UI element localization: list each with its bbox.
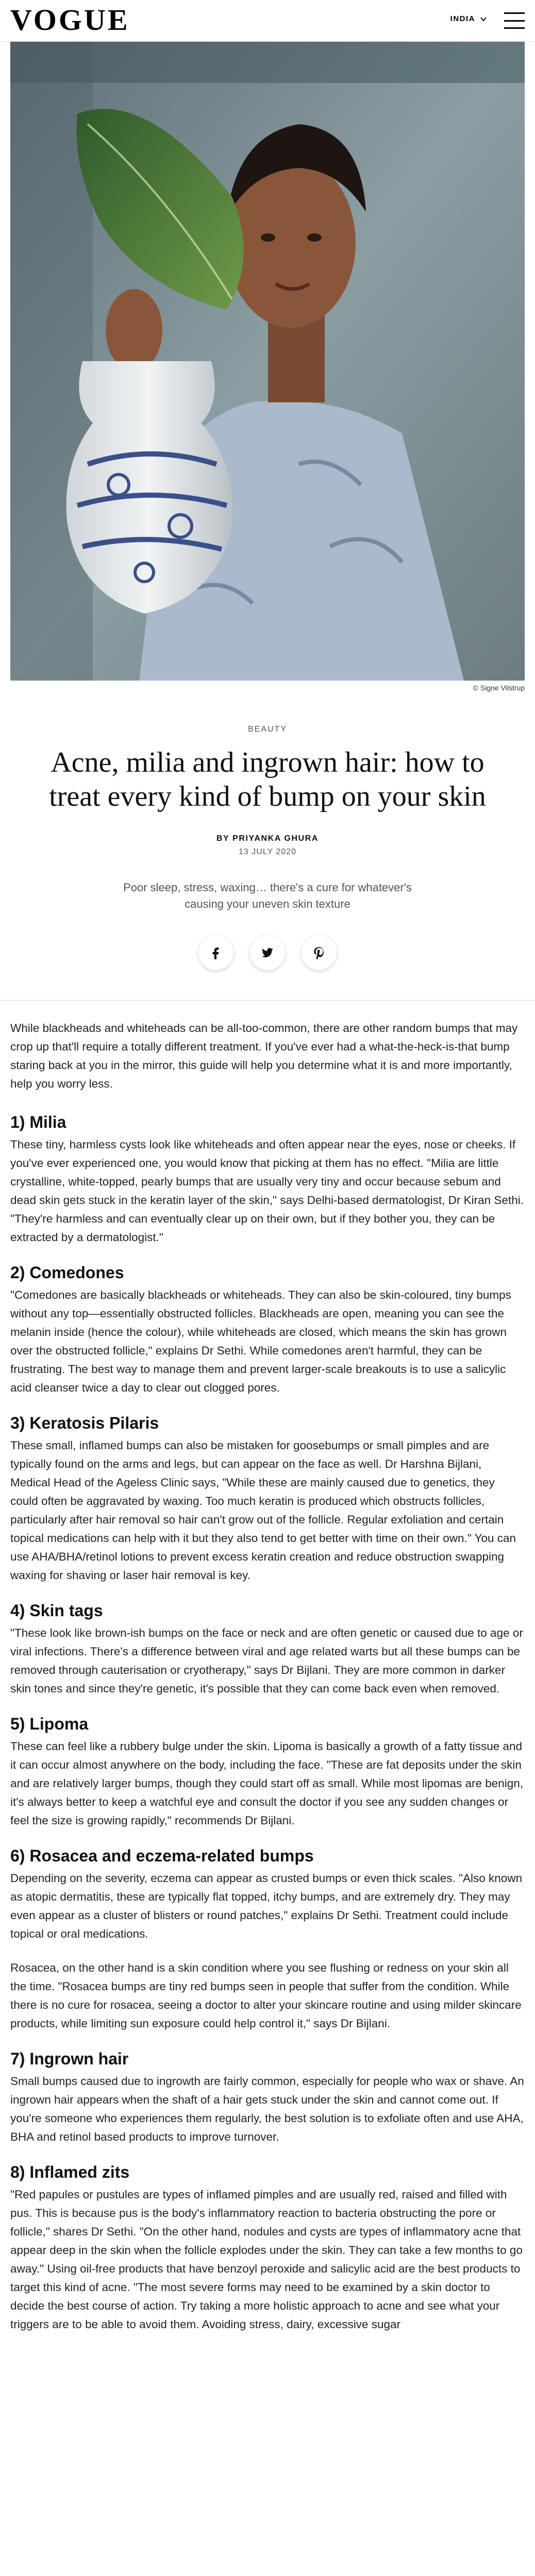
article-dek: Poor sleep, stress, waxing… there's a cure for whatever's causing your uneven skin texture [123,881,412,910]
vogue-logo[interactable]: VOGUE [10,3,130,37]
intro-paragraph: While blackheads and whiteheads can be all-too-common, there are other random bumps that may crop up that'll require a totally different treatment. If you've ever had a what-the-heck-is-that bump staring back at you in the mirror, this guide will help you determine what it is and more importantly, help you worry less. [10,1022,518,1090]
section-keratosis-pilaris [10,1413,525,1585]
site-header [0,0,535,42]
section-paragraph: "These look like brown-ish bumps on the face or neck and are often genetic or caused due to age or viral infections. There's a difference between viral and age related warts but all these bumps can be removed through cauterisation or cryotherapy," says Dr Bijlani. They are more common in darker skin tones and since they're genetic, it's possible that they can come back even when removed. [10,1626,523,1695]
publish-date: 13 JULY 2020 [239,848,296,856]
section-inflamed-zits [10,2162,525,2334]
section-comedones [10,1262,525,1397]
facebook-icon [209,946,223,959]
section-heading: 3) Keratosis Pilaris [10,1414,159,1432]
author-byline[interactable]: BY PRIYANKA GHURA [216,834,319,843]
section-rosacea-eczema [10,1845,525,2033]
edition-selector[interactable] [450,14,488,23]
photo-credit: © Signe Vilstrup [473,684,525,692]
section-paragraph: These can feel like a rubbery bulge under the skin. Lipoma is basically a growth of a fatty tissue and it can occur almost anywhere on the body, including the face. "These are fat deposits under the skin and are relatively larger bumps, though they could start off as small. While most lipomas are benign, it's always better to keep a watchful eye and consult the doctor if you see any sudden changes or feel the size is growing rapidly," recommends Dr Bijlani. [10,1740,524,1827]
hero-photo-illustration [10,42,525,681]
section-paragraph: "Red papules or pustules are types of inflamed pimples and are usually red, raised and filled with pus. This is because pus is the body's inflammatory reaction to bacteria obstructing the pore or follicle," shares Dr Sethi. "On the other hand, nodules and cysts are types of inflammatory acne that appear deep in the skin when the follicle explodes under the skin. They can take a few months to go away." Using oil-free products that have benzoyl peroxide and salicylic acid are the best products to target this kind of acne. "The most severe forms may need to be examined by a skin doctor to decide the best course of action. Try taking a more holistic approach to acne and see what your triggers are to be able to avoid them. Avoiding stress, dairy, excessive sugar [10,2188,523,2331]
section-paragraph: "Comedones are basically blackheads or whiteheads. They can also be skin-coloured, tiny bumps without any top—essentially obstructed follicles. Blackheads are open, meaning you can see the melanin inside (hence the colour), while whiteheads are closed, which means the skin has grown over the obstructed follicle," explains Dr Sethi. While comedones aren't harmful, they can be frustrating. The best way to manage them and prevent larger-scale breakouts is to use a salicylic acid cleanser twice a day to clear out clogged pores. [10,1289,511,1394]
section-heading: 1) Milia [10,1113,66,1131]
edition-label: INDIA [450,14,475,23]
section-skin-tags [10,1600,525,1698]
twitter-share-button[interactable] [250,935,285,970]
section-heading: 2) Comedones [10,1263,124,1282]
section-paragraph: These small, inflamed bumps can also be mistaken for goosebumps or small pimples and are typically found on the arms and legs, but can appear on the face as well. Dr Harshna Bijlani, Medical Head of the Ageless Clinic says, "While these are mainly caused due to genetics, they could often be aggravated by waxing. Too much keratin is produced which obstructs follicles, particularly after hair removal so hair can't grow out of the follicle. Regular exfoliation and certain topical medications can help with it but they also tend to get better with time on their own." You can use AHA/BHA/retinol lotions to prevent excess keratin creation and reduce obstruction swapping waxing for shaving or laser hair removal is key. [10,1439,516,1582]
article-body [0,1001,535,2334]
hero-image [10,42,525,681]
category-label[interactable]: BEAUTY [247,725,287,734]
section-paragraph: These tiny, harmless cysts look like whiteheads and often appear near the eyes, nose or cheeks. If you've ever experienced one, you would know that picking at them has no effect. "Milia are little crystalline, white-topped, pearly bumps that are usually very tiny and occur because sebum and dead skin gets stuck in the keratin layer of the skin," says Delhi-based dermatologist, Dr Kiran Sethi. "They're harmless and can eventually clear up on their own, but if they bother you, they can be extracted by a dermatologist." [10,1138,524,1244]
section-heading: 4) Skin tags [10,1601,103,1620]
chevron-down-icon [479,15,488,23]
section-ingrown-hair [10,2048,525,2146]
section-lipoma [10,1714,525,1830]
section-paragraph: Small bumps caused due to ingrowth are fairly common, especially for people who wax or shave. An ingrown hair appears when the shaft of a hair gets stuck under the skin and cannot come out. If you're someone who experiences them regularly, the best solution is to exfoliate often and use AHA, BHA and retinol based products to improve turnover. [10,2075,524,2143]
section-heading: 7) Ingrown hair [10,2049,129,2068]
section-paragraph: Rosacea, on the other hand is a skin condition where you see flushing or redness on your skin all the time. "Rosacea bumps are tiny red bumps seen in people that suffer from the condition. While there is no cure for rosacea, seeing a doctor to alter your skincare routine and using milder skincare products, while limiting sun exposure could help control it," says Dr Bijlani. [10,1961,522,2030]
section-heading: 5) Lipoma [10,1715,89,1733]
facebook-share-button[interactable] [198,935,233,970]
share-bar [0,935,535,970]
hamburger-menu-icon[interactable] [504,12,525,29]
section-heading: 8) Inflamed zits [10,2163,130,2181]
pinterest-share-button[interactable] [302,935,337,970]
section-heading: 6) Rosacea and eczema-related bumps [10,1846,314,1865]
twitter-icon [261,946,274,959]
section-paragraph: Depending on the severity, eczema can appear as crusted bumps or even thick scales. "Also known as atopic dermatitis, these are typically flat topped, itchy bumps, and are extremely dry. They may even appear as a cluster of blisters or round patches," explains Dr Sethi. Treatment could include topical or oral medications. [10,1872,523,1940]
section-milia [10,1112,525,1247]
article-title: Acne, milia and ingrown hair: how to treat every kind of bump on your skin [49,747,486,812]
pinterest-icon [312,946,326,959]
